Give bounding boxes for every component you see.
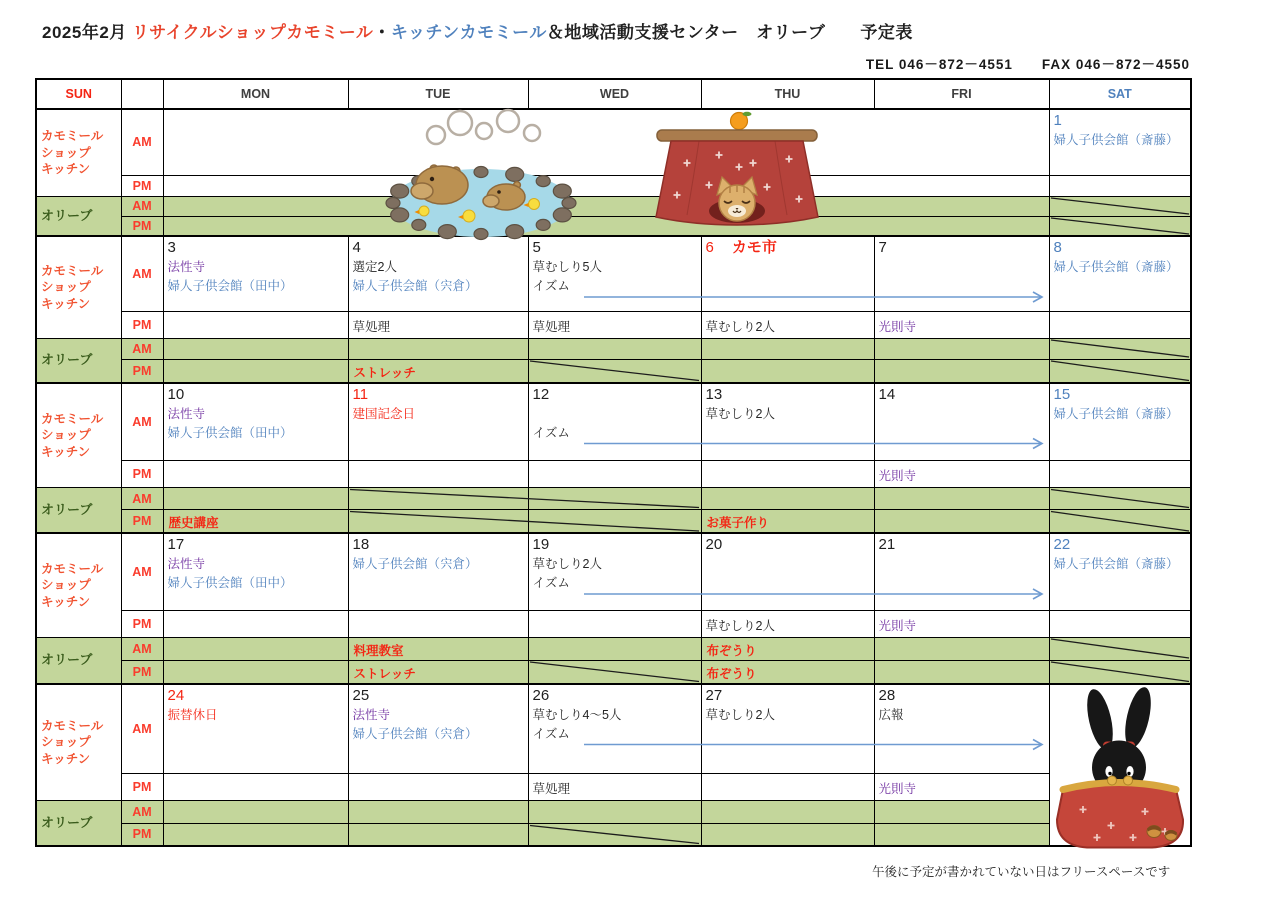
calendar-day-cell <box>163 383 348 461</box>
schedule-entry: 婦人子供会館（田中） <box>167 425 293 440</box>
ampm-label: PM <box>121 824 163 846</box>
schedule-table <box>35 78 1192 847</box>
title-kitchen: キッチンカモミール <box>390 23 547 42</box>
calendar-pm-cell <box>874 311 1049 338</box>
ampm-label: PM <box>121 510 163 534</box>
calendar-day-cell <box>528 236 701 311</box>
row-label-olive: オリーブ <box>36 637 121 684</box>
ampm-label: PM <box>121 311 163 338</box>
calendar-day-cell <box>163 533 348 610</box>
olive-activity-cell <box>1049 660 1191 684</box>
schedule-entry: イズム <box>532 726 570 741</box>
calendar-day-cell <box>874 383 1049 461</box>
olive-activity-cell <box>874 801 1049 824</box>
schedule-entry: 婦人子供会館（斎藤） <box>1053 260 1179 274</box>
olive-activity-cell <box>163 510 348 534</box>
calendar-day-cell <box>1049 533 1191 610</box>
schedule-entry: 法性寺 <box>167 406 206 421</box>
row-label-olive: オリーブ <box>36 196 121 236</box>
schedule-entry: 布ぞうり <box>706 666 757 681</box>
olive-activity-cell <box>528 660 701 684</box>
calendar-day-cell <box>1049 109 1191 175</box>
day-number: 28 <box>878 686 896 704</box>
olive-activity-cell <box>163 801 348 824</box>
olive-activity-cell <box>1049 196 1191 216</box>
day-number: 26 <box>532 686 550 704</box>
title-separator: ・ <box>373 23 391 42</box>
ampm-label: PM <box>121 216 163 236</box>
olive-activity-cell <box>1049 510 1191 534</box>
calendar-pm-cell <box>528 610 701 637</box>
day-number: 13 <box>705 385 723 403</box>
calendar-pm-cell <box>874 610 1049 637</box>
day-number: 22 <box>1053 536 1071 553</box>
ampm-label: AM <box>121 637 163 660</box>
calendar-day-cell <box>1049 383 1191 461</box>
ampm-label: AM <box>121 684 163 774</box>
schedule-entry: ストレッチ <box>353 365 416 380</box>
calendar-day-cell <box>528 684 701 774</box>
schedule-entry: 光則寺 <box>878 469 917 483</box>
day-number: 4 <box>352 239 361 256</box>
olive-activity-cell <box>701 510 874 534</box>
row-label-olive: オリーブ <box>36 488 121 534</box>
olive-activity-cell <box>528 510 701 534</box>
calendar-pm-cell <box>163 175 1049 196</box>
olive-activity-cell <box>701 637 874 660</box>
schedule-entry: 草むしり4～5人 <box>532 707 622 722</box>
calendar-day-cell <box>163 109 1049 175</box>
olive-activity-cell <box>163 660 348 684</box>
schedule-entry: 布ぞうり <box>706 643 757 658</box>
schedule-entry: 草むしり5人 <box>532 260 602 274</box>
header-blank <box>121 79 163 109</box>
row-label-olive: オリーブ <box>36 801 121 846</box>
schedule-entry: 婦人子供会館（宍倉） <box>352 557 478 571</box>
ampm-label: AM <box>121 196 163 216</box>
page-title <box>42 18 913 43</box>
header-mon: MON <box>163 79 348 109</box>
row-label-chamomile: カモミール ショップ キッチン <box>36 383 121 488</box>
calendar-pm-cell <box>348 774 528 801</box>
header-sun: SUN <box>36 79 121 109</box>
calendar-pm-cell <box>528 311 701 338</box>
day-number: 24 <box>167 686 185 704</box>
calendar-day-cell <box>874 533 1049 610</box>
ampm-label: AM <box>121 488 163 510</box>
day-number: 10 <box>167 385 185 403</box>
olive-activity-cell <box>163 824 348 846</box>
calendar-pm-cell <box>874 461 1049 488</box>
day-number: 7 <box>878 239 887 256</box>
olive-activity-cell <box>874 359 1049 383</box>
schedule-entry: イズム <box>532 425 570 440</box>
olive-activity-cell <box>348 801 528 824</box>
schedule-entry: 草むしり2人 <box>705 406 775 421</box>
olive-activity-cell <box>348 510 528 534</box>
olive-activity-cell <box>163 488 348 510</box>
olive-activity-cell <box>348 338 528 359</box>
calendar-day-cell <box>874 236 1049 311</box>
schedule-entry: 広報 <box>878 707 904 722</box>
calendar-day-cell <box>163 236 348 311</box>
schedule-entry: 草処理 <box>352 319 391 334</box>
olive-activity-cell <box>701 824 874 846</box>
calendar-pm-cell <box>701 461 874 488</box>
schedule-entry: 婦人子供会館（宍倉） <box>352 279 478 293</box>
olive-activity-cell <box>528 359 701 383</box>
olive-activity-cell <box>1049 488 1191 510</box>
phone-fax-info: TEL 046－872－4551 FAX 046－872－4550 <box>865 57 1190 72</box>
day-number: 14 <box>878 385 896 403</box>
olive-activity-cell <box>701 359 874 383</box>
schedule-entry: お菓子作り <box>706 516 770 530</box>
calendar-pm-cell <box>701 311 874 338</box>
ampm-label: AM <box>121 338 163 359</box>
calendar-day-cell <box>348 236 528 311</box>
schedule-entry: 草むしり2人 <box>705 707 775 722</box>
schedule-entry: 法性寺 <box>167 260 206 274</box>
ampm-label: PM <box>121 461 163 488</box>
calendar-pm-cell <box>701 610 874 637</box>
olive-activity-cell <box>874 488 1049 510</box>
olive-activity-cell <box>1049 338 1191 359</box>
calendar-day-cell <box>348 684 528 774</box>
olive-activity-cell <box>701 488 874 510</box>
olive-activity-cell <box>163 359 348 383</box>
olive-activity-cell <box>528 637 701 660</box>
day-number: 21 <box>878 536 896 553</box>
calendar-pm-cell <box>348 610 528 637</box>
day-number: 11 <box>352 385 369 403</box>
schedule-entry: 建国記念日 <box>352 406 416 421</box>
day-number: 5 <box>532 239 541 256</box>
day-number: 3 <box>167 239 176 256</box>
calendar-pm-cell <box>348 461 528 488</box>
schedule-entry: 歴史講座 <box>168 516 219 530</box>
olive-activity-cell <box>1049 359 1191 383</box>
day-number: 27 <box>705 686 723 704</box>
olive-activity-cell <box>874 637 1049 660</box>
schedule-entry: 婦人子供会館（宍倉） <box>352 726 478 741</box>
day-number: 20 <box>705 536 723 553</box>
schedule-entry: 草むしり2人 <box>532 557 602 571</box>
schedule-entry: 婦人子供会館（田中） <box>167 279 293 293</box>
olive-activity-cell <box>701 338 874 359</box>
rabbit-in-purse-illustration-cell <box>1049 684 1191 846</box>
olive-activity-cell <box>348 359 528 383</box>
ampm-label: AM <box>121 236 163 311</box>
calendar-pm-cell <box>1049 311 1191 338</box>
calendar-day-cell <box>1049 236 1191 311</box>
calendar-day-cell <box>528 383 701 461</box>
schedule-entry: 選定2人 <box>352 260 397 274</box>
header-fri: FRI <box>874 79 1049 109</box>
calendar-pm-cell <box>1049 461 1191 488</box>
schedule-entry: 草むしり2人 <box>705 618 775 633</box>
calendar-day-cell <box>701 533 874 610</box>
schedule-entry: 法性寺 <box>352 707 391 722</box>
olive-activity-cell <box>701 660 874 684</box>
olive-activity-cell <box>163 196 1049 216</box>
title-recycle-shop: リサイクルショップカモミール <box>132 23 374 42</box>
olive-activity-cell <box>348 824 528 846</box>
row-label-olive: オリーブ <box>36 338 121 383</box>
schedule-entry: 振替休日 <box>167 707 218 722</box>
calendar-pm-cell <box>163 461 348 488</box>
ampm-label: PM <box>121 774 163 801</box>
ampm-label: AM <box>121 383 163 461</box>
schedule-entry: 婦人子供会館（田中） <box>167 576 293 590</box>
header-sat: SAT <box>1049 79 1191 109</box>
schedule-entry: 法性寺 <box>167 557 206 571</box>
calendar-day-cell <box>163 684 348 774</box>
olive-activity-cell <box>163 338 348 359</box>
olive-activity-cell <box>874 660 1049 684</box>
ampm-label: PM <box>121 359 163 383</box>
olive-activity-cell <box>528 338 701 359</box>
footnote-note: 午後に予定が書かれていない日はフリースペースです <box>872 865 1171 879</box>
olive-activity-cell <box>163 637 348 660</box>
calendar-day-cell <box>701 236 874 311</box>
schedule-entry: 光則寺 <box>878 618 917 633</box>
calendar-pm-cell <box>348 311 528 338</box>
schedule-entry: イズム <box>532 576 570 590</box>
day-number: 25 <box>352 686 370 704</box>
schedule-entry: 婦人子供会館（斎藤） <box>1053 133 1179 147</box>
schedule-entry: ストレッチ <box>353 666 416 681</box>
day-number: 15 <box>1053 385 1071 403</box>
schedule-entry: 光則寺 <box>878 782 917 796</box>
row-label-chamomile: カモミール ショップ キッチン <box>36 533 121 637</box>
calendar-pm-cell <box>163 774 348 801</box>
olive-activity-cell <box>874 510 1049 534</box>
title-rest: ＆地域活動支援センター オリーブ 予定表 <box>546 23 913 42</box>
ampm-label: AM <box>121 801 163 824</box>
olive-activity-cell <box>528 801 701 824</box>
header-wed: WED <box>528 79 701 109</box>
calendar-pm-cell <box>874 774 1049 801</box>
olive-activity-cell <box>528 824 701 846</box>
day-number: 12 <box>532 385 550 403</box>
calendar-pm-cell <box>528 461 701 488</box>
day-number: 19 <box>532 536 550 553</box>
day-number: 1 <box>1053 112 1062 129</box>
schedule-entry: 光則寺 <box>878 319 917 334</box>
day-number: 8 <box>1053 239 1062 256</box>
header-tue: TUE <box>348 79 528 109</box>
calendar-pm-cell <box>701 774 874 801</box>
olive-activity-cell <box>701 801 874 824</box>
title-month: 2025年2月 <box>42 23 127 42</box>
schedule-entry: 婦人子供会館（斎藤） <box>1053 406 1179 421</box>
day-event-label: カモ市 <box>731 239 777 256</box>
olive-activity-cell <box>163 216 1049 236</box>
olive-activity-cell <box>528 488 701 510</box>
calendar-pm-cell <box>163 610 348 637</box>
calendar-pm-cell <box>1049 610 1191 637</box>
ampm-label: PM <box>121 175 163 196</box>
ampm-label: AM <box>121 533 163 610</box>
row-label-chamomile: カモミール ショップ キッチン <box>36 684 121 801</box>
schedule-entry: 料理教室 <box>353 643 404 658</box>
olive-activity-cell <box>348 637 528 660</box>
olive-activity-cell <box>348 660 528 684</box>
row-label-chamomile: カモミール ショップ キッチン <box>36 236 121 338</box>
calendar-pm-cell <box>163 311 348 338</box>
schedule-entry: 草処理 <box>532 319 571 334</box>
calendar-day-cell <box>701 684 874 774</box>
calendar-day-cell <box>348 383 528 461</box>
calendar-pm-cell <box>1049 175 1191 196</box>
schedule-entry <box>533 406 697 423</box>
calendar-day-cell <box>874 684 1049 774</box>
schedule-entry: 草処理 <box>532 782 571 796</box>
calendar-pm-cell <box>528 774 701 801</box>
calendar-day-cell <box>348 533 528 610</box>
calendar-day-cell <box>528 533 701 610</box>
olive-activity-cell <box>874 824 1049 846</box>
schedule-entry: 草むしり2人 <box>705 319 775 334</box>
olive-activity-cell <box>874 338 1049 359</box>
day-number: 18 <box>352 536 370 553</box>
ampm-label: AM <box>121 109 163 175</box>
schedule-entry: イズム <box>532 279 570 293</box>
olive-activity-cell <box>348 488 528 510</box>
schedule-entry: 婦人子供会館（斎藤） <box>1053 557 1179 571</box>
ampm-label: PM <box>121 610 163 637</box>
day-number: 17 <box>167 536 185 553</box>
calendar-container <box>35 78 1192 847</box>
day-number: 6 <box>705 239 714 256</box>
calendar-day-cell <box>701 383 874 461</box>
header-thu: THU <box>701 79 874 109</box>
ampm-label: PM <box>121 660 163 684</box>
row-label-chamomile: カモミール ショップ キッチン <box>36 109 121 196</box>
olive-activity-cell <box>1049 216 1191 236</box>
olive-activity-cell <box>1049 637 1191 660</box>
